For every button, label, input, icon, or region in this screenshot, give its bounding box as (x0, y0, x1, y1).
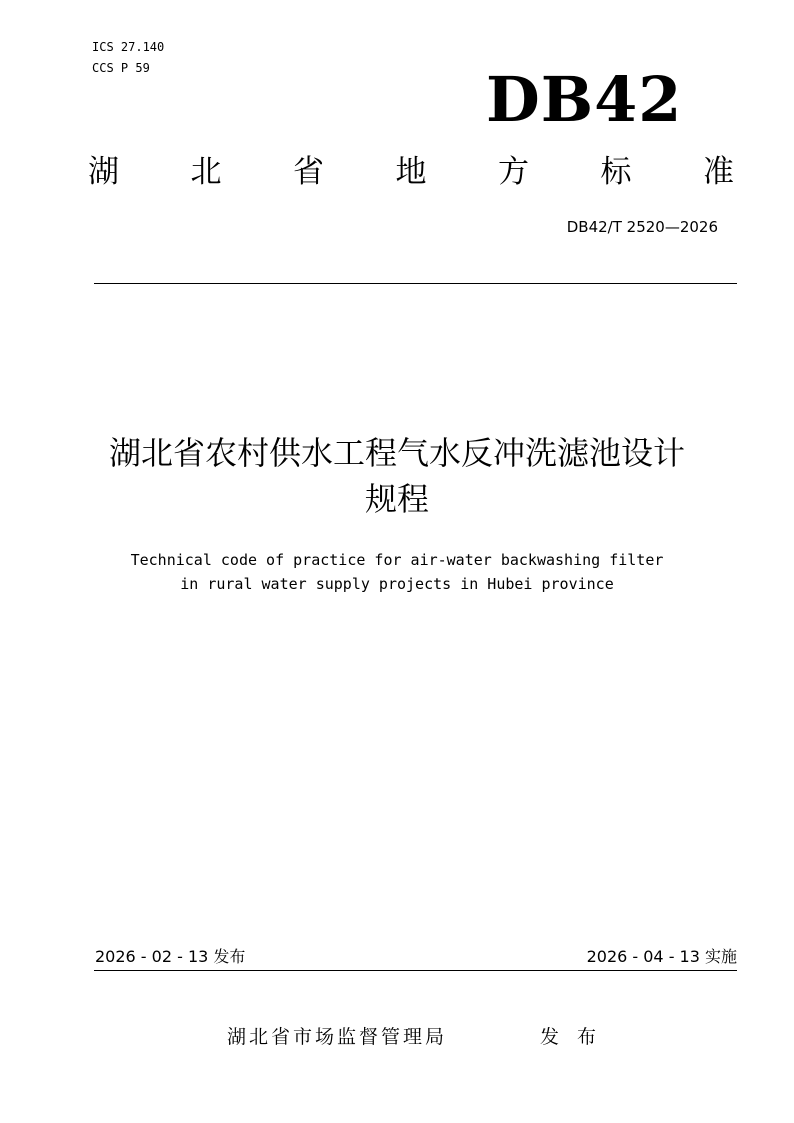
issuing-authority: 湖北省市场监督管理局 (227, 1026, 448, 1048)
bottom-divider (94, 970, 737, 971)
chinese-title-line: 湖北省农村供水工程气水反冲洗滤池设计 (108, 434, 685, 472)
standard-type-char: 省 (293, 154, 324, 190)
standard-code-logo: DB42 (486, 63, 683, 136)
implementation-date: 2026 - 04 - 13 实施 (586, 947, 737, 966)
chinese-title-line: 规程 (364, 480, 429, 518)
standard-type-heading (88, 152, 734, 192)
standard-type-char: 标 (600, 154, 632, 190)
english-title-line: in rural water supply projects in Hubei province (180, 575, 614, 593)
chinese-title (0, 430, 794, 522)
standard-type-char: 方 (498, 154, 529, 190)
standard-number: DB42/T 2520—2026 (566, 218, 718, 236)
ccs-code: CCS P 59 (92, 61, 150, 75)
standard-type-char: 地 (395, 154, 427, 190)
english-title (0, 548, 794, 596)
standard-type-char: 准 (703, 154, 734, 190)
standard-type-char: 湖 (88, 154, 119, 190)
issue-date: 2026 - 02 - 13 发布 (95, 947, 246, 966)
english-title-line: Technical code of practice for air-water backwashing filter (130, 551, 664, 569)
standard-type-char: 北 (190, 154, 222, 190)
issue-label: 发 布 (540, 1026, 603, 1048)
top-divider (94, 283, 737, 284)
ics-code: ICS 27.140 (92, 40, 165, 54)
